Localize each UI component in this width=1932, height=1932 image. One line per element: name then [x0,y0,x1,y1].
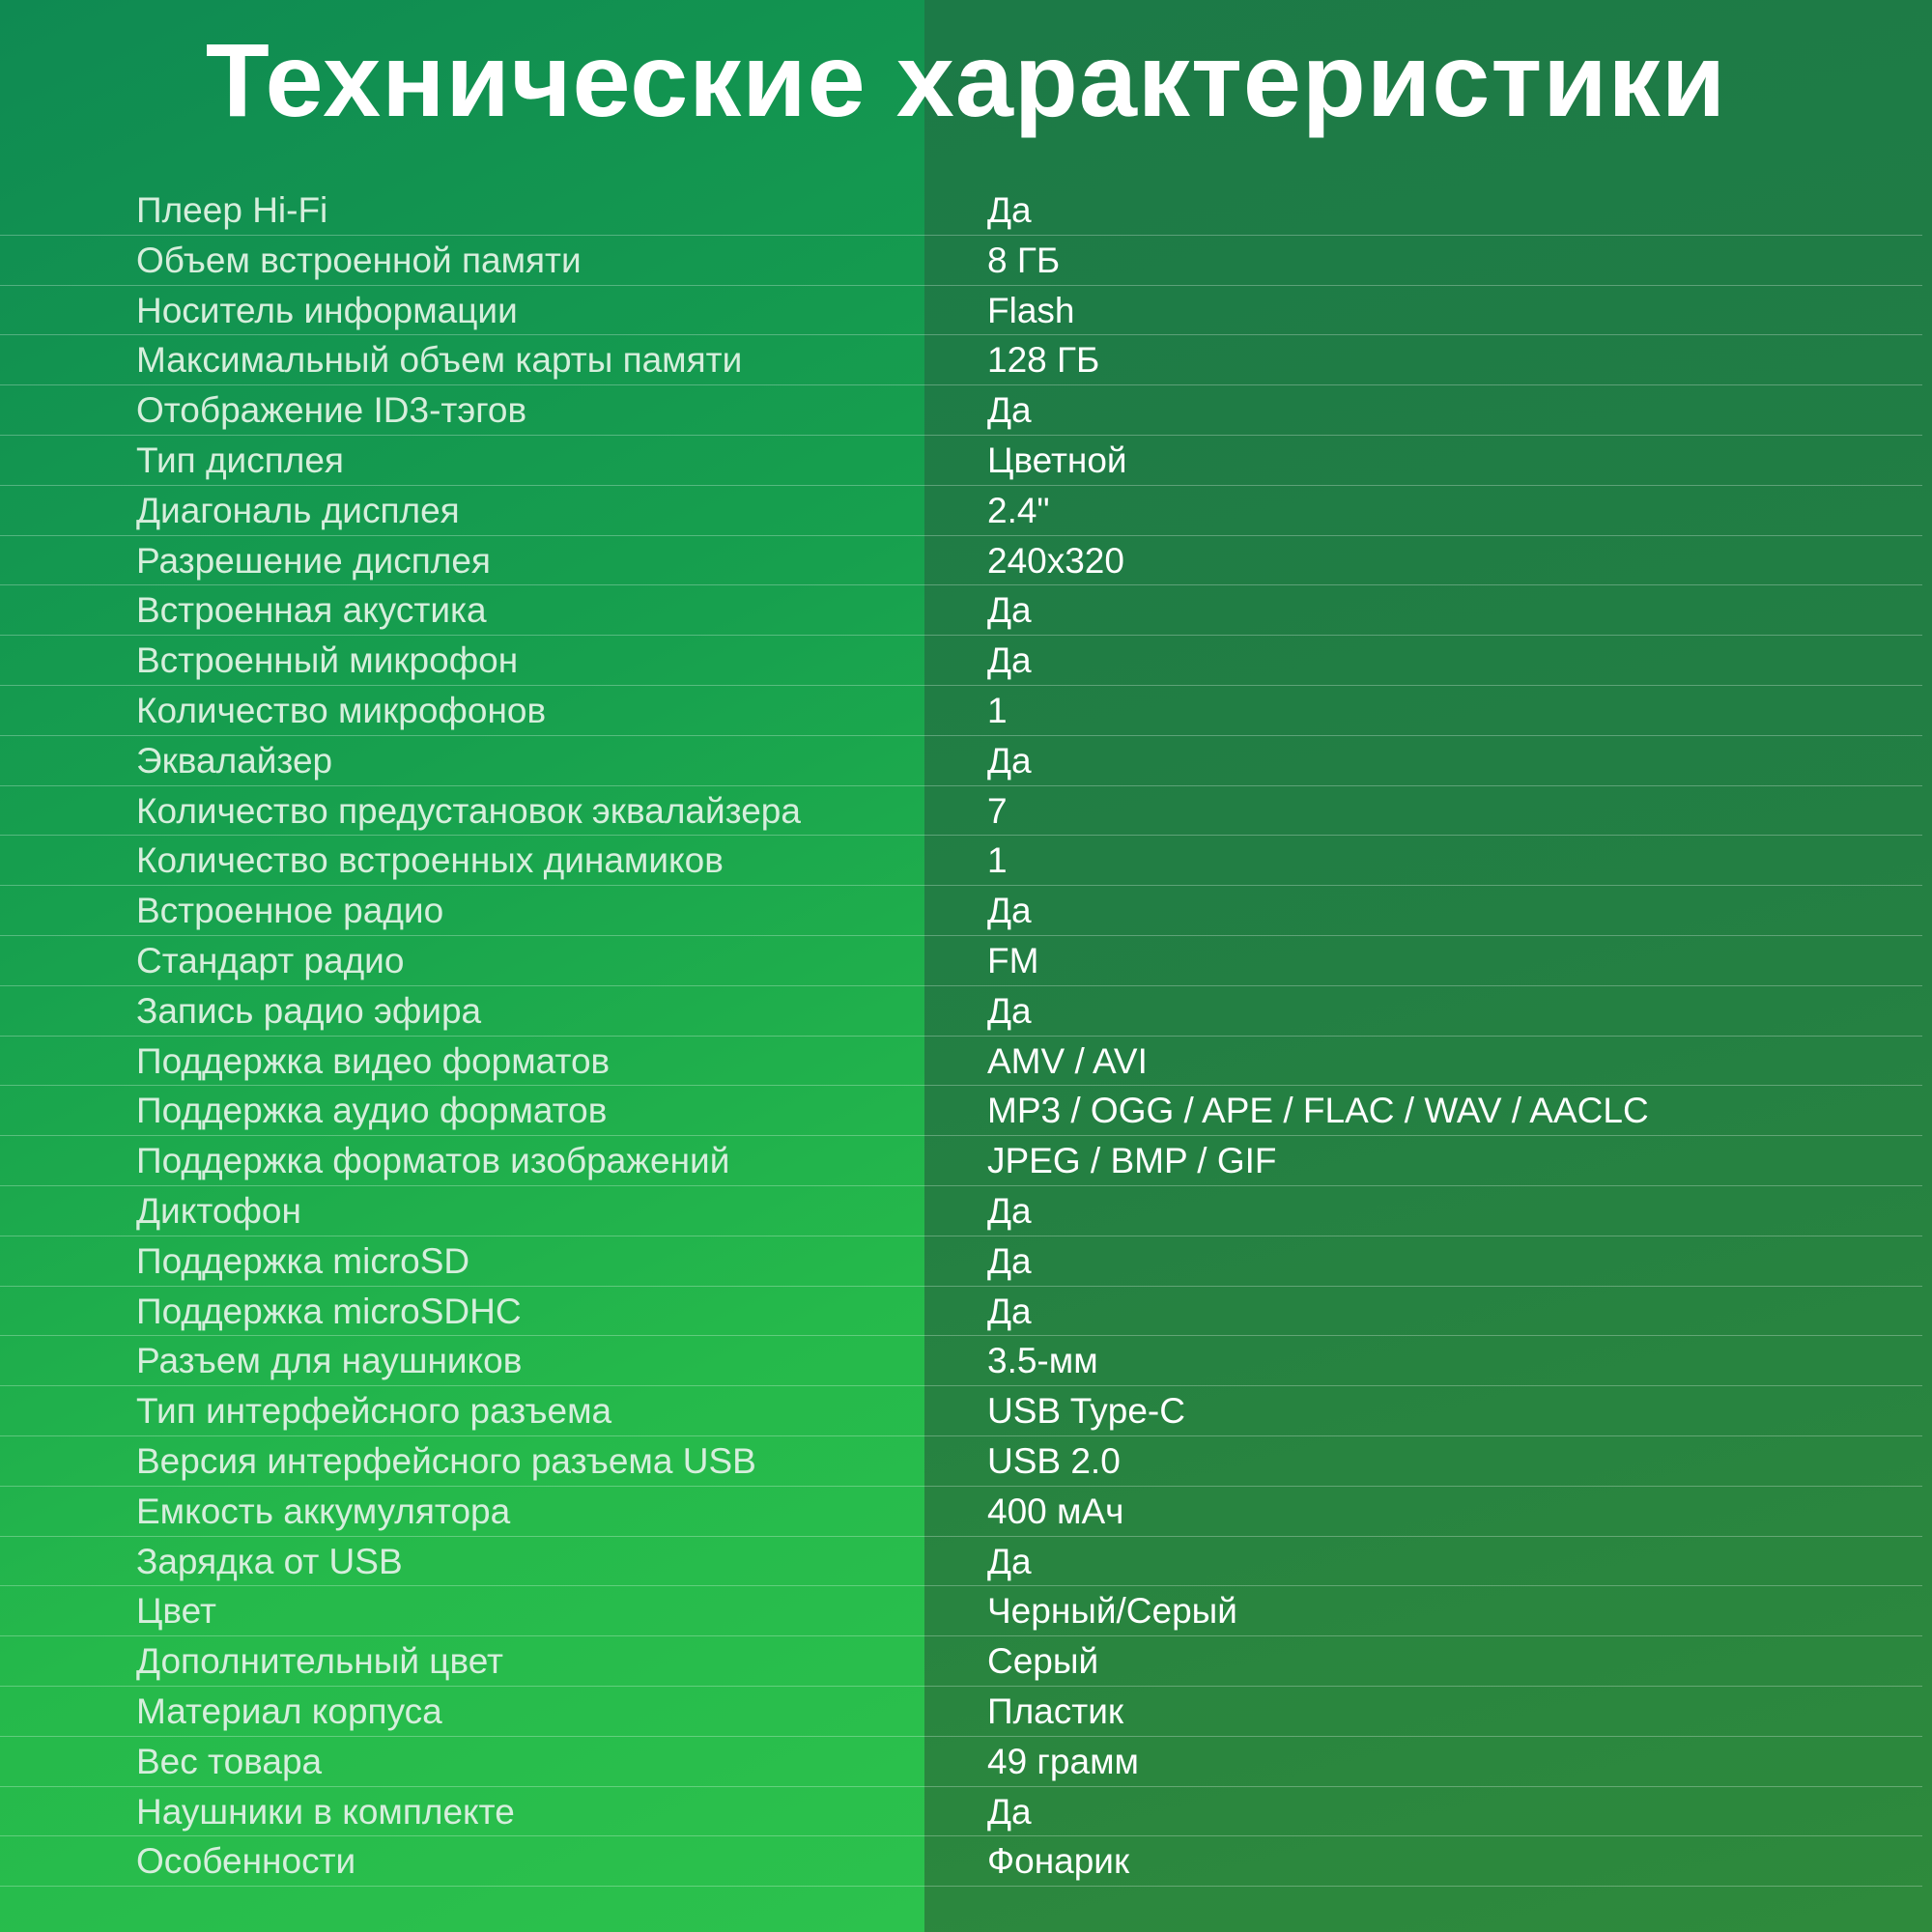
spec-row [0,1586,1922,1636]
spec-label: Встроенная акустика [136,590,487,631]
spec-row [0,385,1922,436]
spec-label: Поддержка форматов изображений [136,1141,730,1181]
spec-label: Вес товара [136,1741,323,1781]
spec-row [0,286,1922,336]
spec-row [0,786,1922,837]
spec-value: Да [987,990,1032,1031]
spec-label: Отображение ID3-тэгов [136,390,527,431]
spec-row [0,1336,1922,1386]
spec-label: Дополнительный цвет [136,1641,503,1682]
spec-value: 2.4" [987,490,1050,530]
spec-value: Да [987,1541,1032,1581]
spec-row [0,1186,1922,1236]
spec-row [0,836,1922,886]
spec-value: Да [987,740,1032,781]
spec-label: Цвет [136,1591,216,1632]
page-title: Технические характеристики [205,21,1727,138]
spec-label: Количество встроенных динамиков [136,840,724,881]
spec-label: Диагональ дисплея [136,490,460,530]
spec-label: Поддержка microSDHC [136,1291,522,1331]
spec-row [0,1787,1922,1837]
spec-row [0,886,1922,936]
spec-value: 400 мАч [987,1491,1124,1531]
spec-value: Да [987,1190,1032,1231]
spec-value: 1 [987,690,1008,730]
spec-value: Фонарик [987,1841,1130,1882]
spec-label: Разрешение дисплея [136,540,491,581]
spec-label: Запись радио эфира [136,990,482,1031]
spec-value: JPEG / BMP / GIF [987,1141,1277,1181]
spec-label: Диктофон [136,1190,301,1231]
spec-row [0,1236,1922,1287]
spec-table [0,185,1922,1887]
spec-row [0,536,1922,586]
spec-row [0,1737,1922,1787]
spec-value: 7 [987,790,1008,831]
spec-label: Количество предустановок эквалайзера [136,790,801,831]
spec-label: Емкость аккумулятора [136,1491,511,1531]
spec-row [0,335,1922,385]
spec-value: 128 ГБ [987,340,1100,381]
spec-value: Серый [987,1641,1099,1682]
spec-label: Зарядка от USB [136,1541,403,1581]
spec-label: Количество микрофонов [136,690,547,730]
spec-row [0,1436,1922,1487]
spec-value: 8 ГБ [987,240,1061,280]
spec-row [0,585,1922,636]
spec-row [0,185,1922,236]
spec-value: Да [987,891,1032,931]
spec-label: Материал корпуса [136,1690,442,1731]
spec-label: Встроенное радио [136,891,444,931]
spec-row [0,1687,1922,1737]
spec-value: MP3 / OGG / APE / FLAC / WAV / AACLC [987,1091,1649,1131]
spec-value: Да [987,1240,1032,1281]
spec-label: Тип интерфейсного разъема [136,1391,612,1432]
spec-value: FM [987,940,1039,980]
spec-label: Особенности [136,1841,356,1882]
spec-label: Наушники в комплекте [136,1791,515,1832]
spec-label: Стандарт радио [136,940,405,980]
spec-value: Да [987,190,1032,230]
spec-label: Поддержка видео форматов [136,1040,611,1081]
spec-row [0,1537,1922,1587]
spec-row [0,1287,1922,1337]
spec-value: Черный/Серый [987,1591,1237,1632]
spec-row [0,1037,1922,1087]
spec-row [0,236,1922,286]
spec-value: AMV / AVI [987,1040,1148,1081]
spec-value: Да [987,1291,1032,1331]
spec-label: Объем встроенной памяти [136,240,582,280]
spec-label: Плеер Hi-Fi [136,190,328,230]
spec-label: Разъем для наушников [136,1341,523,1381]
spec-row [0,1086,1922,1136]
spec-row [0,736,1922,786]
spec-value: USB Type-C [987,1391,1185,1432]
spec-value: Пластик [987,1690,1124,1731]
spec-label: Поддержка microSD [136,1240,470,1281]
spec-label: Носитель информации [136,290,518,330]
spec-value: 49 грамм [987,1741,1139,1781]
spec-value: 3.5-мм [987,1341,1098,1381]
spec-value: 1 [987,840,1008,881]
spec-row [0,1636,1922,1687]
spec-row [0,486,1922,536]
spec-value: Да [987,640,1032,681]
spec-row [0,636,1922,686]
spec-label: Встроенный микрофон [136,640,519,681]
spec-row [0,986,1922,1037]
spec-value: Да [987,390,1032,431]
spec-label: Максимальный объем карты памяти [136,340,743,381]
spec-label: Эквалайзер [136,740,333,781]
spec-row [0,1386,1922,1436]
spec-value: Да [987,590,1032,631]
spec-label: Версия интерфейсного разъема USB [136,1440,756,1481]
spec-row [0,1836,1922,1887]
spec-row [0,686,1922,736]
spec-value: Да [987,1791,1032,1832]
spec-value: USB 2.0 [987,1440,1121,1481]
spec-label: Тип дисплея [136,440,344,480]
spec-row [0,436,1922,486]
spec-value: Flash [987,290,1075,330]
spec-row [0,1487,1922,1537]
spec-label: Поддержка аудио форматов [136,1091,608,1131]
spec-row [0,936,1922,986]
spec-row [0,1136,1922,1186]
spec-value: 240x320 [987,540,1124,581]
spec-value: Цветной [987,440,1127,480]
